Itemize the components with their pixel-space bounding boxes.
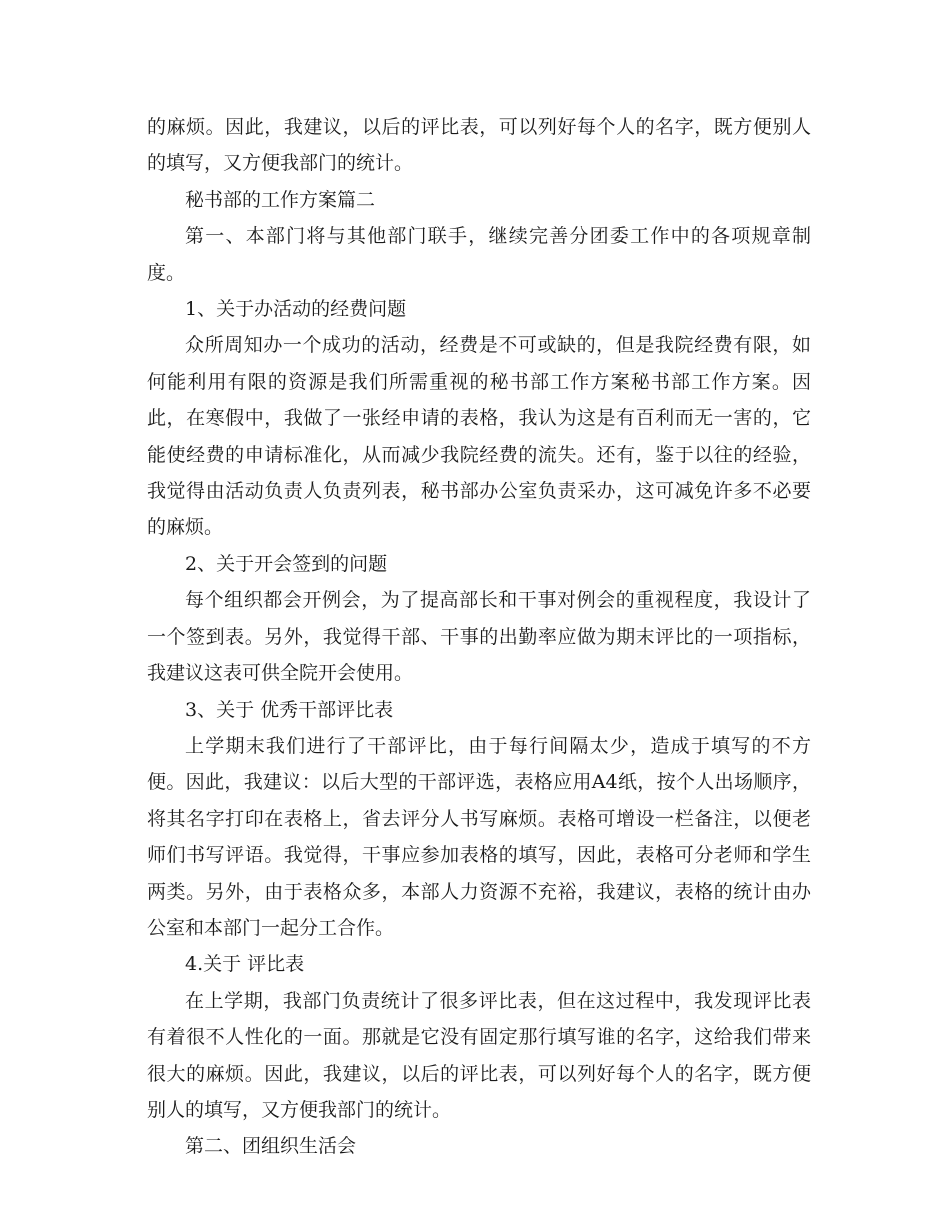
subheading: 2、关于开会签到的问题: [185, 552, 388, 575]
section-heading: 秘书部的工作方案篇二: [185, 188, 376, 211]
subheading: 3、关于 优秀干部评比表: [185, 698, 394, 721]
paragraph: 上学期末我们进行了干部评比，由于每行间隔太少，造成于填写的不方便。因此，我建议：以后大型的干部评选，表格应用A4纸，按个人出场顺序，将其名字打印在表格上，省去评分人书写麻烦。表格可增设一栏备注，以便老师们书写评语。我觉得，干事应参加表格的填写，因此，表格可分老师和学生两类。另外，由于表格众多，本部人力资源不充裕，我建议，表格的统计由办公室和本部门一起分工合作。: [147, 734, 811, 939]
section-heading: 第二、团组织生活会: [185, 1135, 357, 1158]
paragraph-continued: 的麻烦。因此，我建议，以后的评比表，可以列好每个人的名字，既方便别人的填写，又方便我部门的统计。: [147, 116, 811, 175]
document-body: [147, 109, 811, 1165]
paragraph: 第一、本部门将与其他部门联手，继续完善分团委工作中的各项规章制度。: [147, 225, 811, 284]
paragraph: 每个组织都会开例会，为了提高部长和干事对例会的重视程度，我设计了一个签到表。另外，我觉得干部、干事的出勤率应做为期末评比的一项指标，我建议这表可供全院开会使用。: [147, 589, 811, 685]
subheading: 1、关于办活动的经费问题: [185, 298, 407, 321]
subheading: 4.关于 评比表: [185, 953, 305, 976]
paragraph: 众所周知办一个成功的活动，经费是不可或缺的，但是我院经费有限，如何能利用有限的资源是我们所需重视的秘书部工作方案秘书部工作方案。因此，在寒假中，我做了一张经申请的表格，我认为这是有百利而无一害的，它能使经费的申请标准化，从而减少我院经费的流失。还有，鉴于以往的经验，我觉得由活动负责人负责列表，秘书部办公室负责采办，这可减免许多不必要的麻烦。: [147, 334, 811, 539]
paragraph: 在上学期，我部门负责统计了很多评比表，但在这过程中，我发现评比表有着很不人性化的一面。那就是它没有固定那行填写谁的名字，这给我们带来很大的麻烦。因此，我建议，以后的评比表，可以列好每个人的名字，既方便别人的填写，又方便我部门的统计。: [147, 989, 811, 1121]
